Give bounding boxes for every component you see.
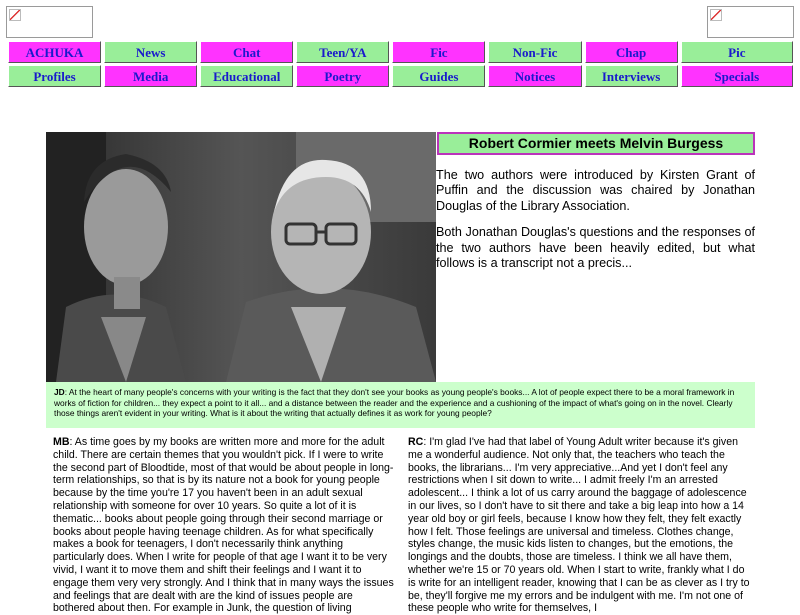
nav-teen-ya[interactable]: Teen/YA	[296, 41, 389, 63]
jd-speaker-label: JD	[54, 387, 65, 397]
nav-guides[interactable]: Guides	[392, 65, 485, 87]
article-intro	[436, 168, 755, 282]
mb-answer-text: : As time goes by my books are written more and more for the adult child. There are certain themes that you wouldn't pick. If I were to write the second part of Bloodtide, most of that would be about people in long-term relationships, so that is by its nature not a book for young people because by the time you're 17 you haven't been in an adult sexual relationship with someone for over 10 years. So quite a lot of it is thematic... books about people going through their second marriage or books about people having teenage children. As for what specifically makes a book for teenagers, I don't necessarily think anything particularly does. When I write for people of that age I want it to be very vivid, I want it to move them and shift their feelings and I want it to engage them very very strongly. And I think that in many ways the issues and feelings that are dealt with are the kind of issues people are bothered about then. For example in Junk, the question of living	[53, 436, 394, 615]
nav-notices[interactable]: Notices	[488, 65, 581, 87]
rc-answer-text: : I'm glad I've had that label of Young Adult writer because it's given me a wonderful audience. Not only that, the teachers who teach the books, the librarians... I'm very appreciative...And yet I don't feel any restrictions when I sit down to write... I admit freely I'm an arrested adolescent... I think a lot of us carry around the baggage of adolescence in our lives, so I don't have to sit there and take a big leap into how a 14 year old boy or girl feels, because I know how they felt, they felt exactly how I felt. Those feelings are universal and timeless. Clothes change, styles change, the music kids listen to changes, but the emotions, the longings and the doubts, those are timeless. I think we all have them, whether we're 15 or 70 years old. When I start to write, frankly what I do is write for an intelligent reader, knowing that I can be as clever as I try to be, they'll forgive me my errors and be indulgent with me. I'm not one of these people who write for themselves, I	[408, 436, 750, 615]
banner-image[interactable]	[707, 6, 794, 38]
nav-pic[interactable]: Pic	[681, 41, 793, 63]
achuka-logo-image[interactable]	[6, 6, 93, 38]
intro-paragraph-2: Both Jonathan Douglas's questions and the responses of the two authors have been heavily edited, but what follows is a transcript not a precis...	[436, 225, 755, 271]
nav-chat[interactable]: Chat	[200, 41, 293, 63]
nav-educational[interactable]: Educational	[200, 65, 293, 87]
authors-photo	[46, 132, 436, 382]
rc-answer-column	[408, 436, 752, 615]
nav-news[interactable]: News	[104, 41, 197, 63]
nav-fic[interactable]: Fic	[392, 41, 485, 63]
nav-chap[interactable]: Chap	[585, 41, 678, 63]
nav-poetry[interactable]: Poetry	[296, 65, 389, 87]
article-title: Robert Cormier meets Melvin Burgess	[437, 132, 755, 155]
rc-speaker-label: RC	[408, 436, 424, 448]
nav-specials[interactable]: Specials	[681, 65, 793, 87]
nav-row-1	[8, 41, 793, 63]
jd-question-text: : At the heart of many people's concerns with your writing is the fact that they don't see your books as young people's books... A lot of people expect there to be a moral framework in works of fiction for children... they expect a point to it all... and a distance between the reader and the experience and a cushioning of the impact of what's going on in the novel. Clearly those things aren't evident in your writing. What is it about the writing that actually defines it as work for young people?	[54, 387, 735, 418]
nav-row-2	[8, 65, 793, 87]
nav-non-fic[interactable]: Non-Fic	[488, 41, 581, 63]
mb-answer-column	[53, 436, 397, 615]
nav-profiles[interactable]: Profiles	[8, 65, 101, 87]
nav-interviews[interactable]: Interviews	[585, 65, 678, 87]
mb-speaker-label: MB	[53, 436, 70, 448]
nav-media[interactable]: Media	[104, 65, 197, 87]
jd-question-box	[46, 382, 755, 428]
nav-achuka[interactable]: ACHUKA	[8, 41, 101, 63]
intro-paragraph-1: The two authors were introduced by Kirsten Grant of Puffin and the discussion was chaired by Jonathan Douglas of the Library Association.	[436, 168, 755, 213]
